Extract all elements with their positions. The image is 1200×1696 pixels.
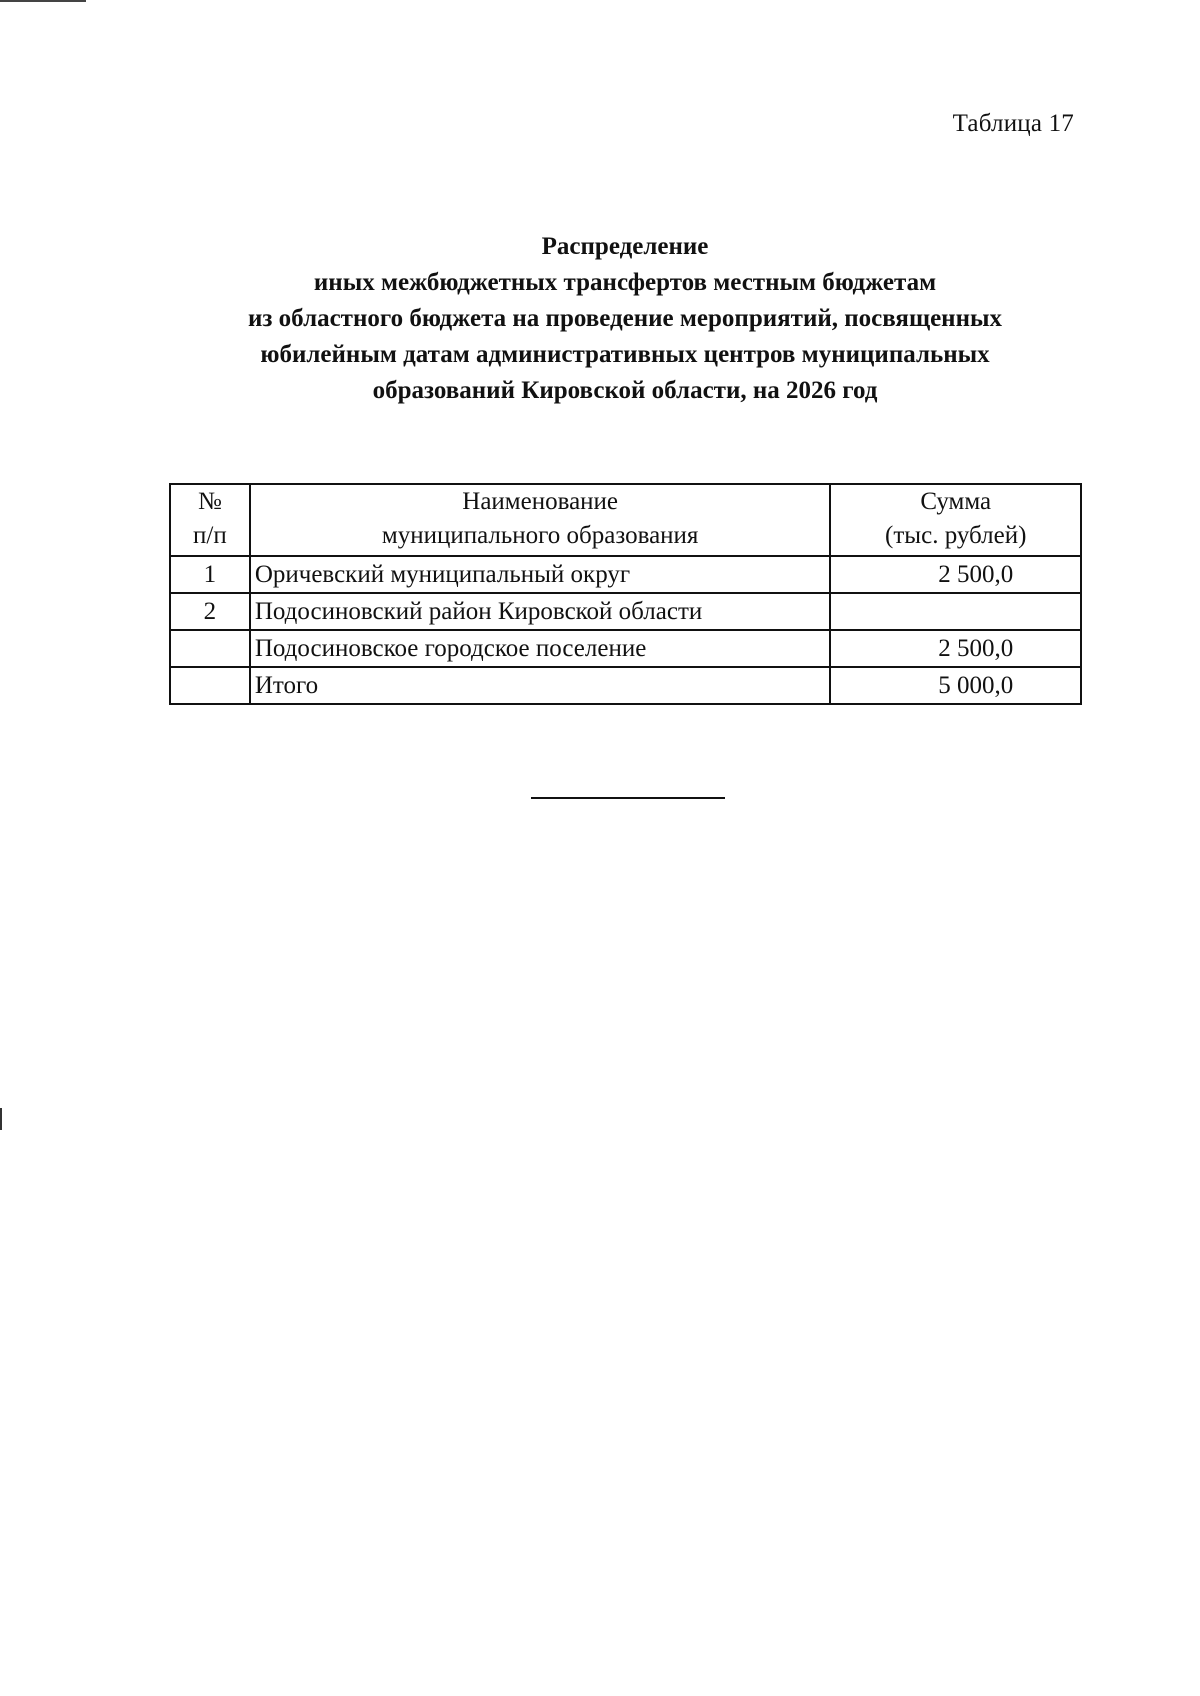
distribution-table	[169, 483, 1082, 705]
header-number-line2: п/п	[193, 522, 227, 549]
table-row	[170, 630, 1081, 667]
title-line: иных межбюджетных трансфертов местным бюджетам	[313, 269, 937, 296]
header-name-line1: Наименование	[462, 488, 619, 515]
header-number	[170, 484, 250, 556]
title-line: юбилейным датам административных центров муниципальных	[260, 341, 990, 368]
row-name: Итого	[250, 667, 831, 704]
document-title	[150, 229, 1100, 409]
header-sum-line2: (тыс. рублей)	[885, 522, 1027, 549]
scan-edge-mark-left	[0, 1108, 2, 1130]
title-line: Распределение	[541, 233, 709, 260]
table-row	[170, 593, 1081, 630]
row-number	[170, 667, 250, 704]
row-sum	[830, 630, 1081, 667]
row-sum	[830, 593, 1081, 630]
row-sum-value: 2 500,0	[938, 561, 1014, 588]
header-sum	[830, 484, 1081, 556]
row-number	[170, 630, 250, 667]
table-total-row	[170, 667, 1081, 704]
row-sum-value: 2 500,0	[938, 635, 1014, 662]
header-name	[250, 484, 831, 556]
closing-divider-line	[531, 797, 725, 799]
scan-edge-mark-top	[0, 0, 86, 2]
row-number: 2	[170, 593, 250, 630]
table-header-row	[170, 484, 1081, 556]
row-name: Подосиновский район Кировской области	[250, 593, 831, 630]
table-row	[170, 556, 1081, 593]
row-number: 1	[170, 556, 250, 593]
table-number-label: Таблица 17	[952, 110, 1074, 137]
row-sum	[830, 667, 1081, 704]
title-line: из областного бюджета на проведение мероприятий, посвященных	[247, 305, 1002, 332]
row-name: Подосиновское городское поселение	[250, 630, 831, 667]
title-line: образований Кировской области, на 2026 год	[372, 377, 878, 404]
header-sum-line1: Сумма	[920, 488, 992, 515]
row-name: Оричевский муниципальный округ	[250, 556, 831, 593]
row-sum	[830, 556, 1081, 593]
header-number-line1: №	[197, 488, 222, 515]
row-sum-value: 5 000,0	[938, 672, 1014, 699]
header-name-line2: муниципального образования	[381, 522, 699, 549]
